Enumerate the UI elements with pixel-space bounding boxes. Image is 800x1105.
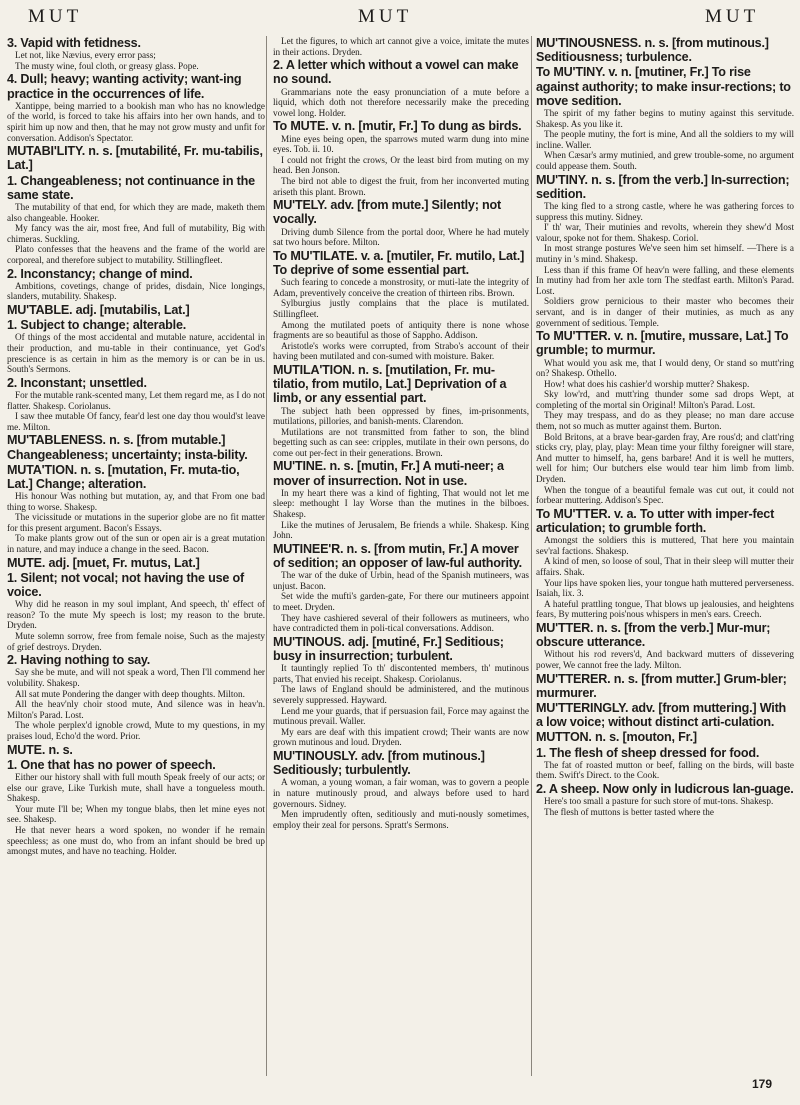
entry-quotation: Without his rod revers'd, And backward mutters of dissevering power, We cannot free the lady. Milton. bbox=[536, 649, 794, 670]
dictionary-entry bbox=[7, 174, 265, 266]
dictionary-entry bbox=[7, 758, 265, 857]
dictionary-entry bbox=[7, 36, 265, 71]
dictionary-entry bbox=[7, 267, 265, 302]
entry-headword: To MU'TTER. v. n. [mutire, mussare, Lat.] To grumble; to murmur. bbox=[536, 329, 789, 358]
column-2 bbox=[273, 36, 529, 1076]
entry-quotation: Your mute I'll be; When my tongue blabs, then let mine eyes not see. Shakesp. bbox=[7, 803, 265, 825]
entry-headword: MU'TTERINGLY. adv. [from muttering.] With a low voice; without distinct arti-culation. bbox=[536, 700, 787, 730]
header-center: MUT bbox=[358, 6, 413, 27]
entry-quotation: A hateful prattling tongue, That blows up jealousies, and heightens fears, By muttering pois'nous whispers in men's ears. Creech. bbox=[536, 598, 794, 620]
entry-quotation: Sky low'rd, and mutt'ring thunder some sad drops Wept, at completing of the mortal sin Original! Milton's Parad. Lost. bbox=[536, 389, 794, 410]
entry-quotation: For the mutable rank-scented many, Let them regard me, as I do not flatter. Shakesp. Coriolanus. bbox=[7, 389, 265, 411]
dictionary-entry bbox=[273, 249, 529, 362]
dictionary-entry bbox=[7, 303, 265, 317]
entry-quotation: Sylburgius justly complains that the place is mutilated. Stillingfleet. bbox=[273, 298, 529, 319]
entry-quotation: His honour Was nothing but mutation, ay, and that From one bad thing to worse. Shakesp. bbox=[7, 491, 265, 512]
dictionary-entry bbox=[536, 730, 794, 744]
entry-headword: MUTA'TION. n. s. [mutation, Fr. muta-tio, Lat.] Change; alteration. bbox=[7, 462, 240, 491]
entry-quotation: They may trespass, and do as they please; no man dare accuse them, not so much as mutter against them. Burton. bbox=[536, 410, 794, 432]
entry-quotation: The king fled to a strong castle, where he was gathering forces to suppress this mutiny. Sidney. bbox=[536, 200, 794, 222]
entry-quotation: Mine eyes being open, the sparrows muted warm dung into mine eyes. Tob. ii. 10. bbox=[273, 133, 529, 155]
entry-headword: To MU'TTER. v. a. To utter with imper-fect articulation; to grumble forth. bbox=[536, 506, 775, 536]
header-left: MUT bbox=[28, 6, 83, 27]
entry-quotation: Of things of the most accidental and mutable nature, accidental in their production, and mu-table in their continuance, yet God's prescience is as certain in him as the memory is or can be in us. South's Sermons. bbox=[7, 332, 265, 375]
entry-quotation: The vicissitude or mutations in the superior globe are no fit matter for this present argument. Bacon's Essays. bbox=[7, 512, 265, 533]
entry-headword: 1. The flesh of sheep dressed for food. bbox=[536, 745, 760, 760]
entry-quotation: Less than if this frame Of heav'n were falling, and these elements In mutiny had from her axle torn The stedfast earth. Milton's Parad. Lost. bbox=[536, 264, 794, 296]
entry-quotation: In most strange postures We've seen him set himself. —There is a mutiny in 's mind. Shakesp. bbox=[536, 243, 794, 264]
entry-quotation: The spirit of my father begins to mutiny against this servitude. Shakesp. As you like it. bbox=[536, 108, 794, 129]
entry-quotation: Say she be mute, and will not speak a word, Then I'll commend her volubility. Shakesp. bbox=[7, 667, 265, 689]
entry-headword: MUTABI'LITY. n. s. [mutabilité, Fr. mu-tabilis, Lat.] bbox=[7, 144, 263, 173]
dictionary-entry bbox=[536, 701, 794, 729]
dictionary-entry bbox=[536, 746, 794, 781]
column-1 bbox=[7, 36, 265, 1076]
entry-quotation: How! what does his cashier'd worship mutter? Shakesp. bbox=[544, 378, 750, 389]
entry-quotation: Soldiers grow pernicious to their master who becomes their servant, and is in danger of their mutinies, as much as any government of seditious. Temple. bbox=[536, 296, 794, 328]
header-right: MUT bbox=[705, 6, 760, 27]
entry-quotation: Here's too small a pasture for such store of mut-tons. Shakesp. bbox=[544, 796, 774, 807]
entry-headword: 1. Silent; not vocal; not having the use of voice. bbox=[7, 570, 244, 600]
entry-quotation: Set wide the mufti's garden-gate, For there our mutineers appoint to meet. Dryden. bbox=[273, 591, 529, 613]
entry-headword: 2. A sheep. Now only in ludicrous lan-guage. bbox=[536, 781, 794, 796]
entry-headword: 2. Inconstancy; change of mind. bbox=[7, 266, 193, 281]
entry-quotation: I' th' war, Their mutinies and revolts, wherein they shew'd Most valour, spoke not for them. Shakesp. Coriol. bbox=[536, 222, 794, 243]
entry-quotation: The flesh of muttons is better tasted where the bbox=[544, 806, 714, 817]
entry-headword: MU'TINE. n. s. [mutin, Fr.] A muti-neer; a mover of insurrection. Not in use. bbox=[273, 459, 504, 488]
entry-headword: To MU'TILATE. v. a. [mutiler, Fr. mutilo, Lat.] To deprive of some essential part. bbox=[273, 248, 525, 277]
dictionary-entry bbox=[273, 58, 529, 118]
entry-quotation: Ambitions, covetings, change of prides, disdain, Nice longings, slanders, mutability. Shakesp. bbox=[7, 280, 265, 302]
dictionary-entry bbox=[273, 749, 529, 830]
entry-headword: MU'TABLENESS. n. s. [from mutable.] Changeableness; uncertainty; insta-bility. bbox=[7, 433, 248, 462]
entry-headword: MUTINEE'R. n. s. [from mutin, Fr.] A mover of sedition; an opposer of law-ful authority. bbox=[273, 541, 522, 571]
running-header bbox=[0, 6, 800, 34]
dictionary-entry bbox=[273, 542, 529, 634]
entry-quotation: Bold Britons, at a brave bear-garden fray, Are rous'd; and clatt'ring sticks cry, play, play, play: Mean time your filthy foreigner will stare, And mutter to himself, ha, gens barbare! And it is well he mutters, well for him; Our butchers else would tear him limb from limb. Dryden. bbox=[536, 431, 794, 485]
entry-headword: 2. A letter which without a vowel can make no sound. bbox=[273, 58, 519, 87]
dictionary-entry bbox=[7, 318, 265, 375]
entry-quotation: Let not, like Nævius, every error pass; bbox=[15, 50, 156, 61]
entry-headword: To MU'TINY. v. n. [mutiner, Fr.] To rise against authority; to make insur-rections; to move sedition. bbox=[536, 65, 791, 108]
entry-quotation: Such fearing to concede a monstrosity, or muti-late the integrity of Adam, preventively conceive the creation of thirteen ribs. Brown. bbox=[273, 277, 529, 298]
entry-quotation: The subject hath been oppressed by fines, im-prisonments, mutilations, pillories, and banish-ments. Clarendon. bbox=[273, 405, 529, 427]
entry-quotation: The whole perplex'd ignoble crowd, Mute to my questions, in my praises loud, Echo'd the word. Prior. bbox=[7, 720, 265, 742]
dictionary-entry bbox=[7, 144, 265, 172]
entry-quotation: I could not fright the crows, Or the least bird from muting on my head. Ben Jonson. bbox=[273, 154, 529, 176]
entry-headword: 4. Dull; heavy; wanting activity; want-ing practice in the occurrences of life. bbox=[7, 72, 242, 101]
entry-quotation: The war of the duke of Urbin, head of the Spanish mutineers, was unjust. Bacon. bbox=[273, 570, 529, 591]
entry-quotation: The bird not able to digest the fruit, from her inconverted muting ariseth this plant. Brown. bbox=[273, 175, 529, 197]
entry-quotation: Why did he reason in my soul implant, And speech, th' effect of reason? To the mute My speech is lost; my reason to the brute. Dryden. bbox=[7, 599, 265, 631]
entry-quotation: Your lips have spoken lies, your tongue hath muttered perverseness. Isaiah, lix. 3. bbox=[536, 577, 794, 599]
entry-headword: 1. Subject to change; alterable. bbox=[7, 318, 187, 333]
column-rule bbox=[266, 36, 267, 1076]
entry-quotation: Amongst the soldiers this is muttered, That here you maintain sev'ral factions. Shakesp. bbox=[536, 535, 794, 556]
entry-headword: 1. Changeableness; not continuance in the same state. bbox=[7, 173, 255, 202]
dictionary-entry bbox=[7, 571, 265, 652]
entry-headword: 1. One that has no power of speech. bbox=[7, 757, 216, 772]
dictionary-entry bbox=[273, 459, 529, 540]
dictionary-entry bbox=[273, 36, 529, 57]
dictionary-entry bbox=[273, 635, 529, 748]
dictionary-entry bbox=[536, 65, 794, 171]
entry-quotation: I saw thee mutable Of fancy, fear'd lest one day thou would'st leave me. Milton. bbox=[7, 411, 265, 432]
dictionary-entry bbox=[536, 507, 794, 620]
entry-quotation: My ears are deaf with this impatient crowd; Their wants are now grown mutinous and loud. Dryden. bbox=[273, 726, 529, 748]
entry-headword: MU'TINOUSLY. adv. [from mutinous.] Seditiously; turbulently. bbox=[273, 748, 485, 778]
entry-headword: MUTILA'TION. n. s. [mutilation, Fr. mu-tilatio, from mutilo, Lat.] Deprivation of a limb, or any essential part. bbox=[273, 362, 507, 406]
entry-headword: MUTTON. n. s. [mouton, Fr.] bbox=[536, 730, 697, 745]
entry-quotation: All sat mute Pondering the danger with deep thoughts. Milton. bbox=[15, 688, 245, 699]
dictionary-entry bbox=[7, 463, 265, 555]
entry-quotation: To make plants grow out of the sun or open air is a great mutation in nature, and may induce a change in the seed. Bacon. bbox=[7, 533, 265, 555]
dictionary-entry bbox=[7, 433, 265, 461]
entry-quotation: It tauntingly replied To th' discontented members, th' mutinous parts, That envied his receipt. Shakesp. Coriolanus. bbox=[273, 663, 529, 684]
entry-quotation: Aristotle's works were corrupted, from Strabo's account of their having been mutilated and con-sumed with moisture. Baker. bbox=[273, 340, 529, 362]
entry-quotation: Plato confesses that the heavens and the frame of the world are corporeal, and therefore subject to mutability. Stillingfleet. bbox=[7, 244, 265, 265]
entry-headword: MU'TINY. n. s. [from the verb.] In-surrection; sedition. bbox=[536, 172, 790, 201]
entry-headword: To MUTE. v. n. [mutir, Fr.] To dung as birds. bbox=[273, 119, 522, 134]
entry-quotation: Mute solemn sorrow, free from female noise, Such as the majesty of grief destroys. Dryden. bbox=[7, 631, 265, 652]
entry-headword: MU'TABLE. adj. [mutabilis, Lat.] bbox=[7, 302, 190, 317]
entry-quotation: Among the mutilated poets of antiquity there is none whose fragments are so beautiful as those of Sappho. Addison. bbox=[273, 319, 529, 341]
entry-headword: MU'TELY. adv. [from mute.] Silently; not vocally. bbox=[273, 198, 501, 227]
entry-quotation: The mutability of that end, for which they are made, maketh them also changeable. Hooker. bbox=[7, 201, 265, 223]
entry-headword: 3. Vapid with fetidness. bbox=[7, 36, 141, 50]
entry-headword: 2. Having nothing to say. bbox=[7, 653, 151, 668]
entry-quotation: In my heart there was a kind of fighting, That would not let me sleep: methought I lay Worse than the mutines in the bilboes. Shakesp. bbox=[273, 487, 529, 520]
entry-headword: MU'TINOUS. adj. [mutiné, Fr.] Seditious; busy in insurrection; turbulent. bbox=[273, 634, 504, 664]
entry-quotation: Lend me your guards, that if persuasion fail, Force may against the mutinous prevail. Waller. bbox=[273, 705, 529, 727]
entry-quotation: A woman, a young woman, a fair woman, was to govern a people in nature mutinously proud, and always before used to hard governours. Sidney. bbox=[273, 777, 529, 809]
entry-quotation: A kind of men, so loose of soul, That in their sleep will mutter their affairs. Shak. bbox=[536, 556, 794, 578]
dictionary-entry bbox=[7, 653, 265, 741]
entry-quotation: My fancy was the air, most free, And full of mutability, Big with chimeras. Suckling. bbox=[7, 223, 265, 244]
entry-quotation: Either our history shall with full mouth Speak freely of our acts; or else our grave, Like Turkish mute, shall have a tongueless mouth. Shakesp. bbox=[7, 772, 265, 804]
entry-quotation: Like the mutines of Jerusalem, Be friends a while. Shakesp. King John. bbox=[273, 519, 529, 541]
dictionary-entry bbox=[536, 672, 794, 700]
entry-quotation: Xantippe, being married to a bookish man who has no knowledge of the world, is forced to take his affairs into her own hands, and to spirit him up now and then, that he may not grow musty and unfit for conversation. Addison's Spectator. bbox=[7, 100, 265, 143]
entry-quotation: Mutilations are not transmitted from father to son, the blind begetting such as can see: cripples, mutilate in their own persons, do come out per-fect in their generations. Brown. bbox=[273, 426, 529, 458]
dictionary-entry bbox=[7, 743, 265, 757]
dictionary-entry bbox=[273, 119, 529, 197]
entry-quotation: Grammarians note the easy pronunciation of a mute before a liquid, which doth not therefore necessarily make the preceding vowel long. Holder. bbox=[273, 86, 529, 118]
entry-headword: MUTE. n. s. bbox=[7, 742, 73, 757]
entry-quotation: Men imprudently often, seditiously and muti-nously sometimes, employ their zeal for persons. Spratt's Sermons. bbox=[273, 809, 529, 830]
entry-quotation: All the heav'nly choir stood mute, And silence was in heav'n. Milton's Parad. Lost. bbox=[7, 699, 265, 720]
entry-quotation: What would you ask me, that I would deny, Or stand so mutt'ring on? Shakesp. Othello. bbox=[536, 357, 794, 379]
entry-quotation: When Cæsar's army mutinied, and grew trouble-some, no argument could appease them. South. bbox=[536, 150, 794, 171]
entry-quotation: Let the figures, to which art cannot give a voice, imitate the mutes in their actions. Dryden. bbox=[273, 36, 529, 57]
dictionary-entry bbox=[273, 198, 529, 248]
entry-quotation: When the tongue of a beautiful female was cut out, it could not forbear muttering. Addison's Spec. bbox=[536, 484, 794, 506]
column-3 bbox=[536, 36, 794, 1076]
dictionary-entry bbox=[536, 621, 794, 671]
dictionary-entry bbox=[273, 363, 529, 459]
entry-headword: MUTE. adj. [muet, Fr. mutus, Lat.] bbox=[7, 555, 200, 570]
page-number: 179 bbox=[751, 1077, 772, 1091]
dictionary-entry bbox=[536, 36, 794, 64]
entry-quotation: The laws of England should be administered, and the mutinous severely suppressed. Hayward. bbox=[273, 684, 529, 705]
entry-headword: 2. Inconstant; unsettled. bbox=[7, 375, 147, 390]
entry-quotation: The fat of roasted mutton or beef, falling on the birds, will baste them. Swift's Direct. to the Cook. bbox=[536, 759, 794, 781]
entry-quotation: The musty wine, foul cloth, or greasy glass. Pope. bbox=[15, 60, 199, 71]
dictionary-entry bbox=[7, 72, 265, 143]
dictionary-entry bbox=[7, 556, 265, 570]
entry-quotation: He that never hears a word spoken, no wonder if he remain speechless; as one must do, who from an infant should be bred up amongst mutes, and have no teaching. Holder. bbox=[7, 824, 265, 857]
dictionary-entry bbox=[536, 173, 794, 329]
entry-quotation: The people mutiny, the fort is mine, And all the soldiers to my will incline. Waller. bbox=[536, 129, 794, 150]
entry-headword: MU'TINOUSNESS. n. s. [from mutinous.] Seditiousness; turbulence. bbox=[536, 36, 769, 65]
column-rule bbox=[531, 36, 532, 1076]
entry-quotation: Driving dumb Silence from the portal door, Where he had mutely sat two hours before. Milton. bbox=[273, 226, 529, 248]
dictionary-entry bbox=[536, 782, 794, 817]
dictionary-entry bbox=[7, 376, 265, 433]
entry-headword: MU'TTERER. n. s. [from mutter.] Grum-bler; murmurer. bbox=[536, 671, 787, 700]
entry-headword: MU'TTER. n. s. [from the verb.] Mur-mur; obscure utterance. bbox=[536, 620, 771, 650]
dictionary-entry bbox=[536, 329, 794, 506]
entry-quotation: They have cashiered several of their followers as mutineers, who have contradicted them in poli-tical conversations. Addison. bbox=[273, 612, 529, 634]
